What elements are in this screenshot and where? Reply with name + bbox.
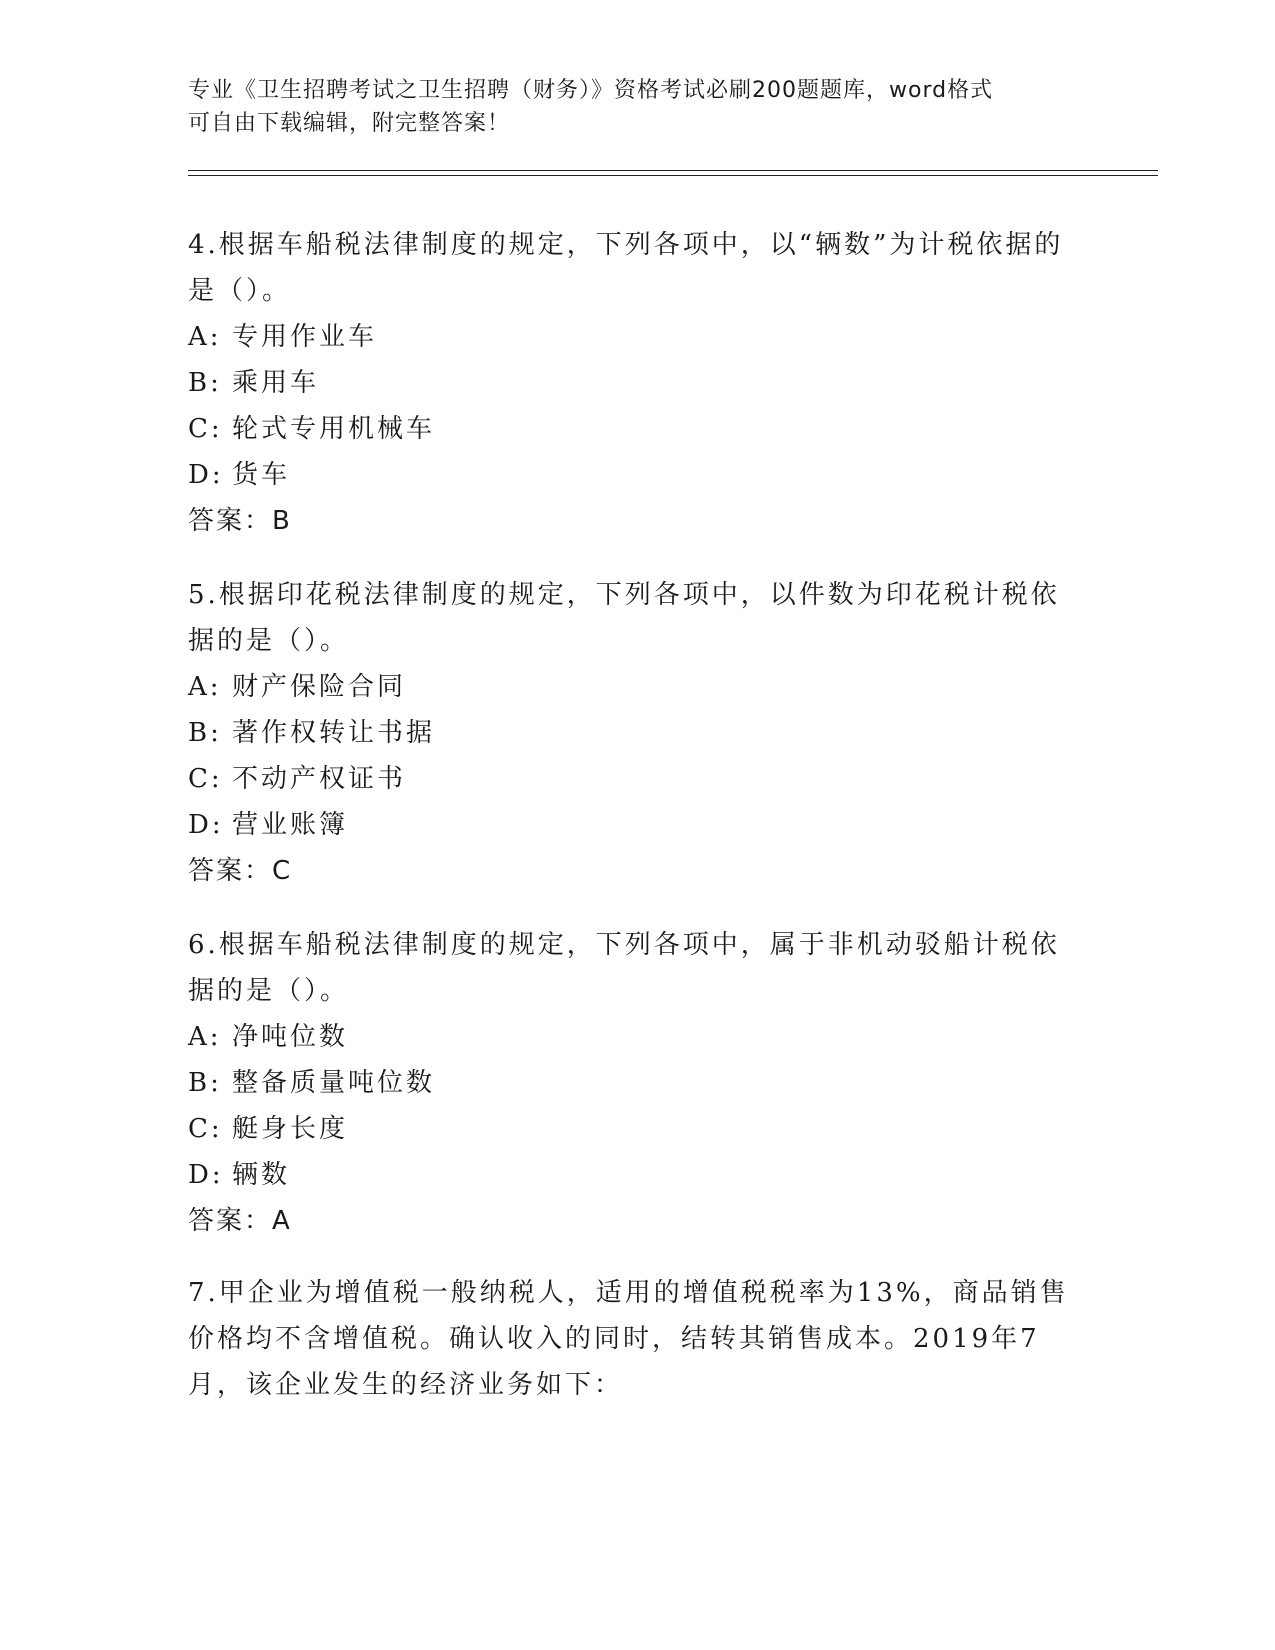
option-letter: D: — [188, 1160, 224, 1190]
option-letter: A: — [188, 322, 222, 352]
question-5 — [188, 572, 1088, 894]
option-text: 不动产权证书 — [232, 764, 407, 794]
option-letter: C: — [188, 764, 223, 794]
question-6 — [188, 922, 1088, 1244]
option-c — [188, 1106, 1088, 1152]
option-a — [188, 664, 1088, 710]
option-b — [188, 1060, 1088, 1106]
option-a — [188, 1014, 1088, 1060]
option-a — [188, 314, 1088, 360]
option-text: 整备质量吨位数 — [232, 1068, 436, 1098]
option-text: 营业账簿 — [232, 810, 349, 840]
option-text: 艇身长度 — [232, 1114, 349, 1144]
option-c — [188, 406, 1088, 452]
option-letter: B: — [188, 368, 222, 398]
option-letter: D: — [188, 810, 224, 840]
option-b — [188, 360, 1088, 406]
option-letter: C: — [188, 414, 223, 444]
header-divider-bottom — [188, 175, 1158, 176]
option-letter: D: — [188, 460, 224, 490]
question-7 — [188, 1270, 1088, 1408]
option-text: 专用作业车 — [232, 322, 378, 352]
option-d — [188, 1152, 1088, 1198]
option-letter: A: — [188, 672, 222, 702]
option-text: 辆数 — [232, 1160, 291, 1190]
option-b — [188, 710, 1088, 756]
option-letter: B: — [188, 718, 222, 748]
option-text: 轮式专用机械车 — [232, 414, 436, 444]
option-d — [188, 802, 1088, 848]
option-letter: C: — [188, 1114, 223, 1144]
option-text: 净吨位数 — [232, 1022, 349, 1052]
option-text: 货车 — [232, 460, 291, 490]
question-stem: 6.根据车船税法律制度的规定，下列各项中，属于非机动驳船计税依据的是（）。 — [188, 930, 1060, 1006]
question-stem: 7.甲企业为增值税一般纳税人，适用的增值税税率为13%，商品销售价格均不含增值税。确认收入的同时，结转其销售成本。2019年7月，该企业发生的经济业务如下： — [188, 1278, 1069, 1400]
header-divider-top — [188, 170, 1158, 171]
answer: 答案：A — [188, 1206, 292, 1236]
answer: 答案：B — [188, 506, 292, 536]
header-line-2: 可自由下载编辑，附完整答案！ — [188, 111, 511, 136]
option-c — [188, 756, 1088, 802]
question-4 — [188, 222, 1088, 544]
document-header — [188, 74, 1068, 140]
option-text: 乘用车 — [232, 368, 320, 398]
option-text: 著作权转让书据 — [232, 718, 436, 748]
option-text: 财产保险合同 — [232, 672, 407, 702]
question-stem: 5.根据印花税法律制度的规定，下列各项中，以件数为印花税计税依据的是（）。 — [188, 580, 1060, 656]
option-letter: B: — [188, 1068, 222, 1098]
answer: 答案：C — [188, 856, 293, 886]
option-letter: A: — [188, 1022, 222, 1052]
question-stem: 4.根据车船税法律制度的规定，下列各项中，以“辆数”为计税依据的是（）。 — [188, 230, 1064, 306]
option-d — [188, 452, 1088, 498]
header-line-1: 专业《卫生招聘考试之卫生招聘（财务）》资格考试必刷200题题库，word格式 — [188, 78, 994, 103]
